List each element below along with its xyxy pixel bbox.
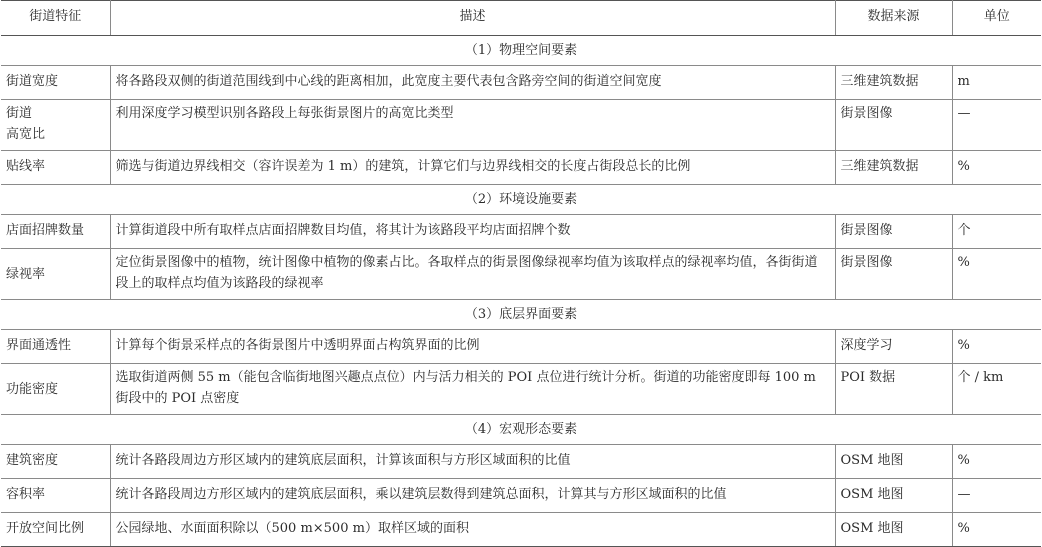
cell-source: 街景图像 [835,249,952,300]
header-source: 数据来源 [835,1,952,36]
cell-feature: 功能密度 [1,364,110,415]
section-title: （3）底层界面要素 [1,300,1041,330]
cell-unit: — [952,100,1041,151]
header-feature: 街道特征 [1,1,110,36]
cell-source: 三维建筑数据 [835,66,952,100]
section-title: （4）宏观形态要素 [1,415,1041,445]
cell-description: 选取街道两侧 55 m（能包含临街地图兴趣点点位）内与活力相关的 POI 点位进行统计分析。街道的功能密度即每 100 m 街段中的 POI 点密度 [110,364,835,415]
cell-unit: % [952,513,1041,547]
cell-feature: 建筑密度 [1,445,110,479]
cell-source: OSM 地图 [835,513,952,547]
cell-feature: 店面招牌数量 [1,215,110,249]
cell-description: 定位街景图像中的植物，统计图像中植物的像素占比。各取样点的街景图像绿视率均值为该取样点的绿视率均值，各街街道段上的取样点均值为该路段的绿视率 [110,249,835,300]
cell-unit: % [952,151,1041,185]
cell-feature: 容积率 [1,479,110,513]
cell-description: 计算每个街景采样点的各街景图片中透明界面占构筑界面的比例 [110,330,835,364]
cell-unit: 个 [952,215,1041,249]
cell-unit: m [952,66,1041,100]
cell-source: 三维建筑数据 [835,151,952,185]
cell-source: 深度学习 [835,330,952,364]
cell-description: 筛选与街道边界线相交（容许误差为 1 m）的建筑，计算它们与边界线相交的长度占街段总长的比例 [110,151,835,185]
header-row [1,1,1041,36]
cell-feature: 界面通透性 [1,330,110,364]
table-row [1,513,1041,547]
cell-feature: 街道宽度 [1,66,110,100]
header-description: 描述 [110,1,835,36]
table-row [1,151,1041,185]
section-row [1,36,1041,66]
cell-feature: 开放空间比例 [1,513,110,547]
cell-description: 统计各路段周边方形区域内的建筑底层面积，乘以建筑层数得到建筑总面积，计算其与方形区域面积的比值 [110,479,835,513]
street-features-table [1,0,1041,547]
section-row [1,300,1041,330]
table-row [1,364,1041,415]
cell-unit: 个 / km [952,364,1041,415]
cell-source: OSM 地图 [835,445,952,479]
header-unit: 单位 [952,1,1041,36]
table-row [1,249,1041,300]
cell-source: OSM 地图 [835,479,952,513]
table-row [1,66,1041,100]
section-row [1,185,1041,215]
cell-description: 将各路段双侧的街道范围线到中心线的距离相加，此宽度主要代表包含路旁空间的街道空间宽度 [110,66,835,100]
table-row [1,215,1041,249]
cell-unit: — [952,479,1041,513]
cell-source: 街景图像 [835,100,952,151]
cell-description: 公园绿地、水面面积除以（500 m×500 m）取样区域的面积 [110,513,835,547]
cell-feature: 街道 高宽比 [1,100,110,151]
table-row [1,330,1041,364]
cell-description: 利用深度学习模型识别各路段上每张街景图片的高宽比类型 [110,100,835,151]
cell-unit: % [952,330,1041,364]
cell-description: 统计各路段周边方形区域内的建筑底层面积，计算该面积与方形区域面积的比值 [110,445,835,479]
table-row [1,479,1041,513]
section-title: （2）环境设施要素 [1,185,1041,215]
section-row [1,415,1041,445]
table-row [1,100,1041,151]
cell-source: 街景图像 [835,215,952,249]
cell-feature: 绿视率 [1,249,110,300]
table-row [1,445,1041,479]
cell-feature: 贴线率 [1,151,110,185]
cell-unit: % [952,445,1041,479]
cell-source: POI 数据 [835,364,952,415]
cell-description: 计算街道段中所有取样点店面招牌数目均值，将其计为该路段平均店面招牌个数 [110,215,835,249]
section-title: （1）物理空间要素 [1,36,1041,66]
cell-unit: % [952,249,1041,300]
